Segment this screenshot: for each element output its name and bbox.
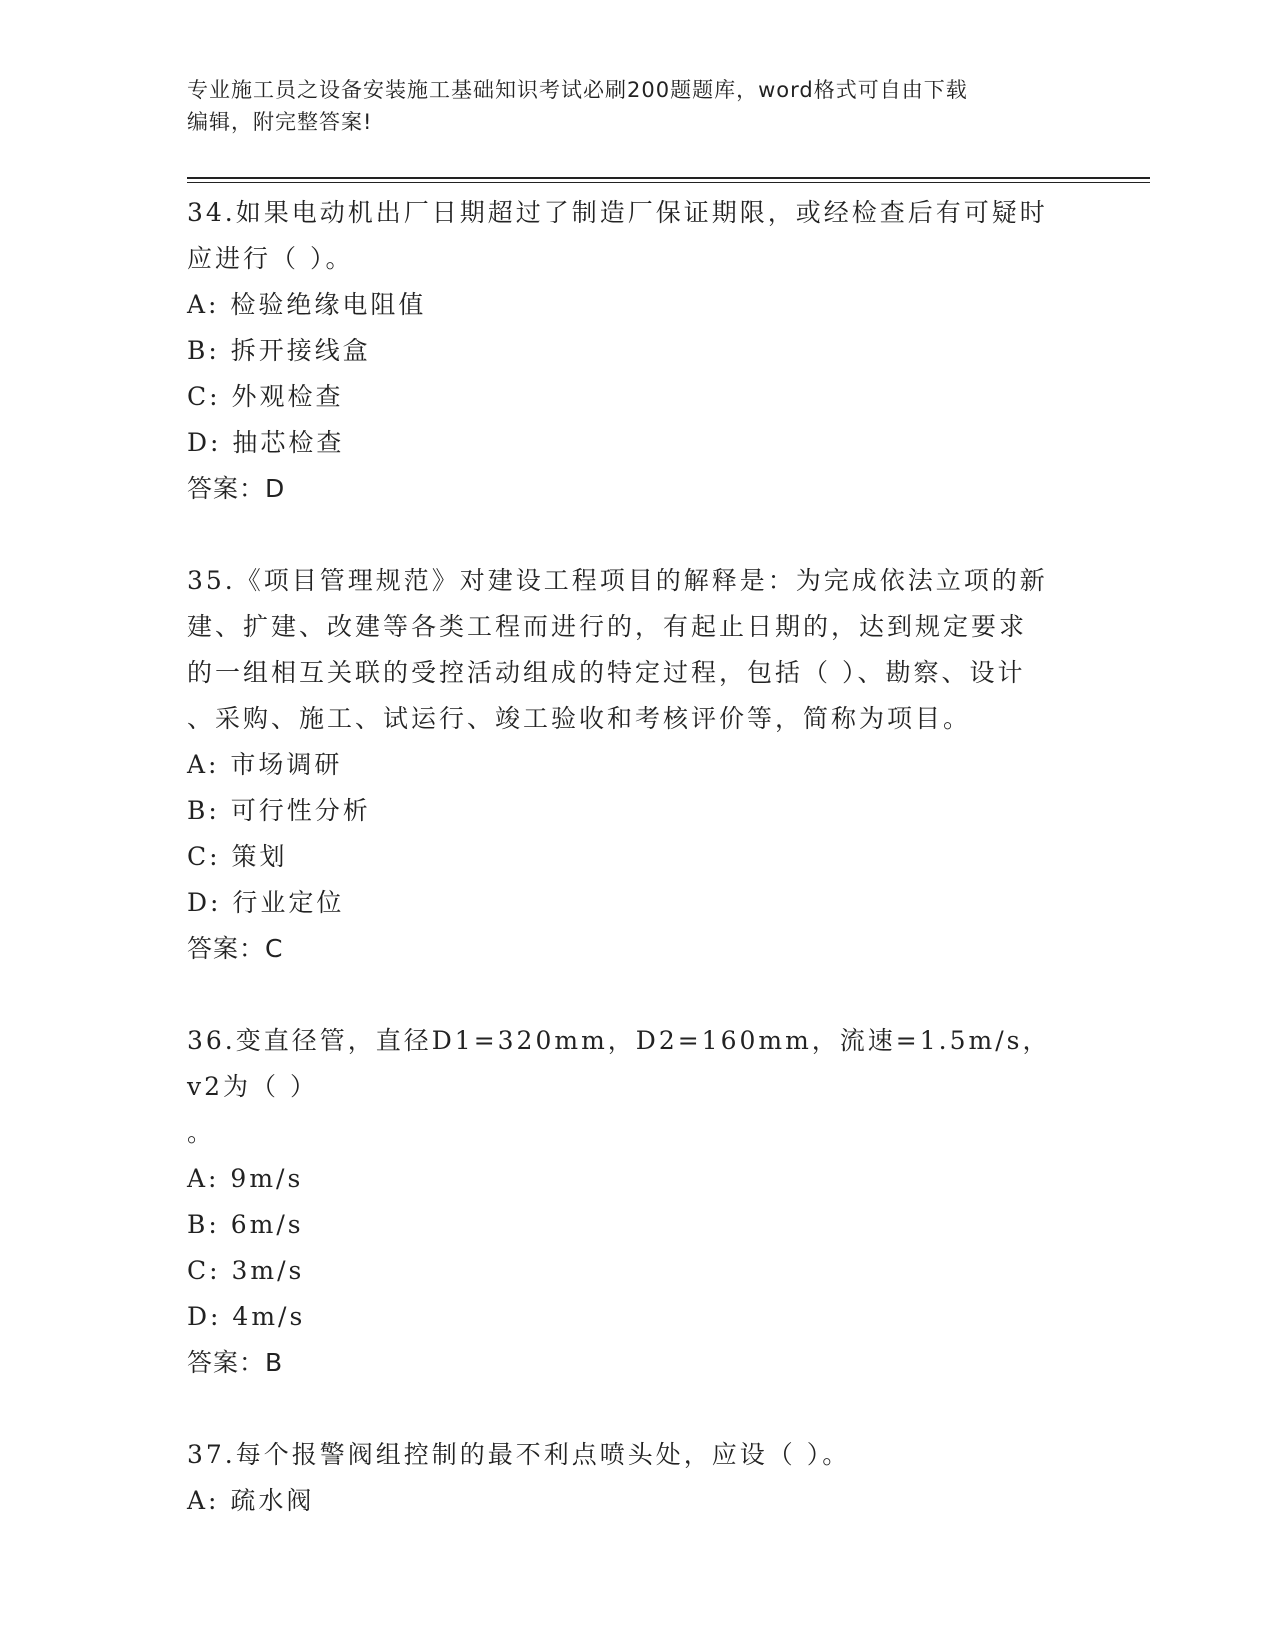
option-b: B: 6m/s xyxy=(187,1210,304,1239)
answer-line: 答案：B xyxy=(187,1348,284,1377)
option-d: D: 行业定位 xyxy=(187,888,345,917)
option-a: A: 检验绝缘电阻值 xyxy=(187,290,427,319)
option-c: C: 策划 xyxy=(187,842,288,871)
question-text-line: 37.每个报警阀组控制的最不利点喷头处，应设（ ）。 xyxy=(187,1440,851,1469)
option-a: A: 市场调研 xyxy=(187,750,343,779)
option-b: B: 可行性分析 xyxy=(187,796,371,825)
question-37 xyxy=(187,1432,1077,1524)
question-text-line: 36.变直径管，直径D1=320mm，D2=160mm，流速=1.5m/s，v2为（ ） xyxy=(187,1026,1051,1101)
answer-line: 答案：C xyxy=(187,934,284,963)
question-34 xyxy=(187,190,1077,512)
header-line-1: 专业施工员之设备安装施工基础知识考试必刷200题题库，word格式可自由下载 xyxy=(187,78,968,102)
option-d: D: 抽芯检查 xyxy=(187,428,345,457)
option-a: A: 疏水阀 xyxy=(187,1486,315,1515)
question-list xyxy=(187,190,1077,1524)
question-36 xyxy=(187,1018,1077,1386)
question-text-line: 35.《项目管理规范》对建设工程项目的解释是：为完成依法立项的新 xyxy=(187,566,1048,595)
answer-line: 答案：D xyxy=(187,474,286,503)
header-divider-thin xyxy=(187,182,1150,183)
option-b: B: 拆开接线盒 xyxy=(187,336,371,365)
question-35 xyxy=(187,558,1077,972)
header-line-2: 编辑，附完整答案! xyxy=(187,110,373,134)
question-text-line: 应进行（ ）。 xyxy=(187,244,354,273)
question-text-line: 。 xyxy=(187,1118,216,1147)
document-header xyxy=(187,74,1077,138)
question-text-line: 建、扩建、改建等各类工程而进行的，有起止日期的，达到规定要求 xyxy=(187,612,1028,641)
option-d: D: 4m/s xyxy=(187,1302,306,1331)
question-text-line: 、采购、施工、试运行、竣工验收和考核评价等，简称为项目。 xyxy=(187,704,972,733)
header-divider-thick xyxy=(187,177,1150,179)
option-c: C: 3m/s xyxy=(187,1256,305,1285)
question-text-line: 的一组相互关联的受控活动组成的特定过程，包括（ ）、勘察、设计 xyxy=(187,658,1026,687)
question-text-line: 34.如果电动机出厂日期超过了制造厂保证期限，或经检查后有可疑时 xyxy=(187,198,1048,227)
option-c: C: 外观检查 xyxy=(187,382,344,411)
option-a: A: 9m/s xyxy=(187,1164,304,1193)
